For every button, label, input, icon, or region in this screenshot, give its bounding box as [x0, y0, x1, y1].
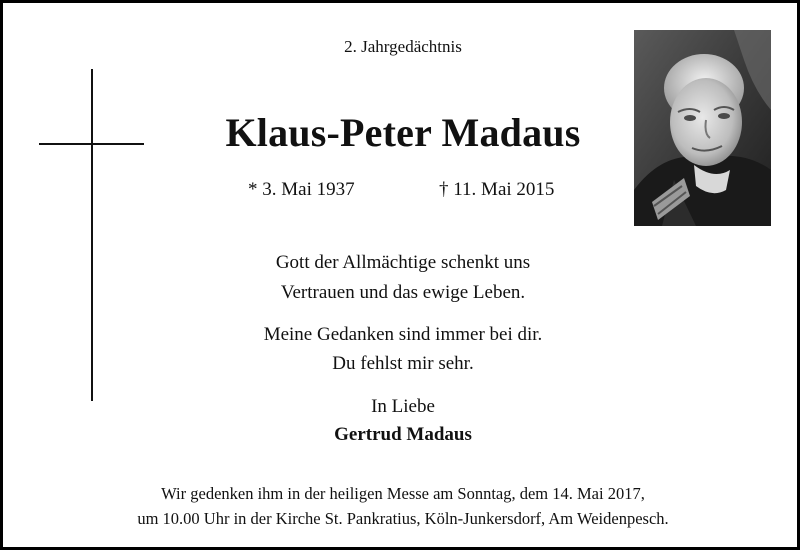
anniversary-heading: 2. Jahrgedächtnis — [344, 37, 462, 56]
mass-notice-line: Wir gedenken ihm in der heiligen Messe am Sonntag, dem 14. Mai 2017, — [161, 484, 645, 503]
deceased-name: Klaus-Peter Madaus — [225, 110, 581, 155]
mass-notice-line: um 10.00 Uhr in der Kirche St. Pankratius, Köln-Junkersdorf, Am Weidenpesch. — [137, 509, 669, 528]
birth-date: * 3. Mai 1937 — [248, 179, 355, 200]
signer-name: Gertrud Madaus — [334, 424, 472, 445]
verse-line: Vertrauen und das ewige Leben. — [280, 282, 526, 303]
portrait-photo — [634, 30, 771, 226]
closing-phrase: In Liebe — [371, 396, 435, 417]
verse-line: Du fehlst mir sehr. — [332, 353, 474, 374]
death-date: † 11. Mai 2015 — [439, 179, 555, 200]
verse-line: Meine Gedanken sind immer bei dir. — [263, 324, 543, 345]
verse-line: Gott der Allmächtige schenkt uns — [275, 252, 531, 273]
